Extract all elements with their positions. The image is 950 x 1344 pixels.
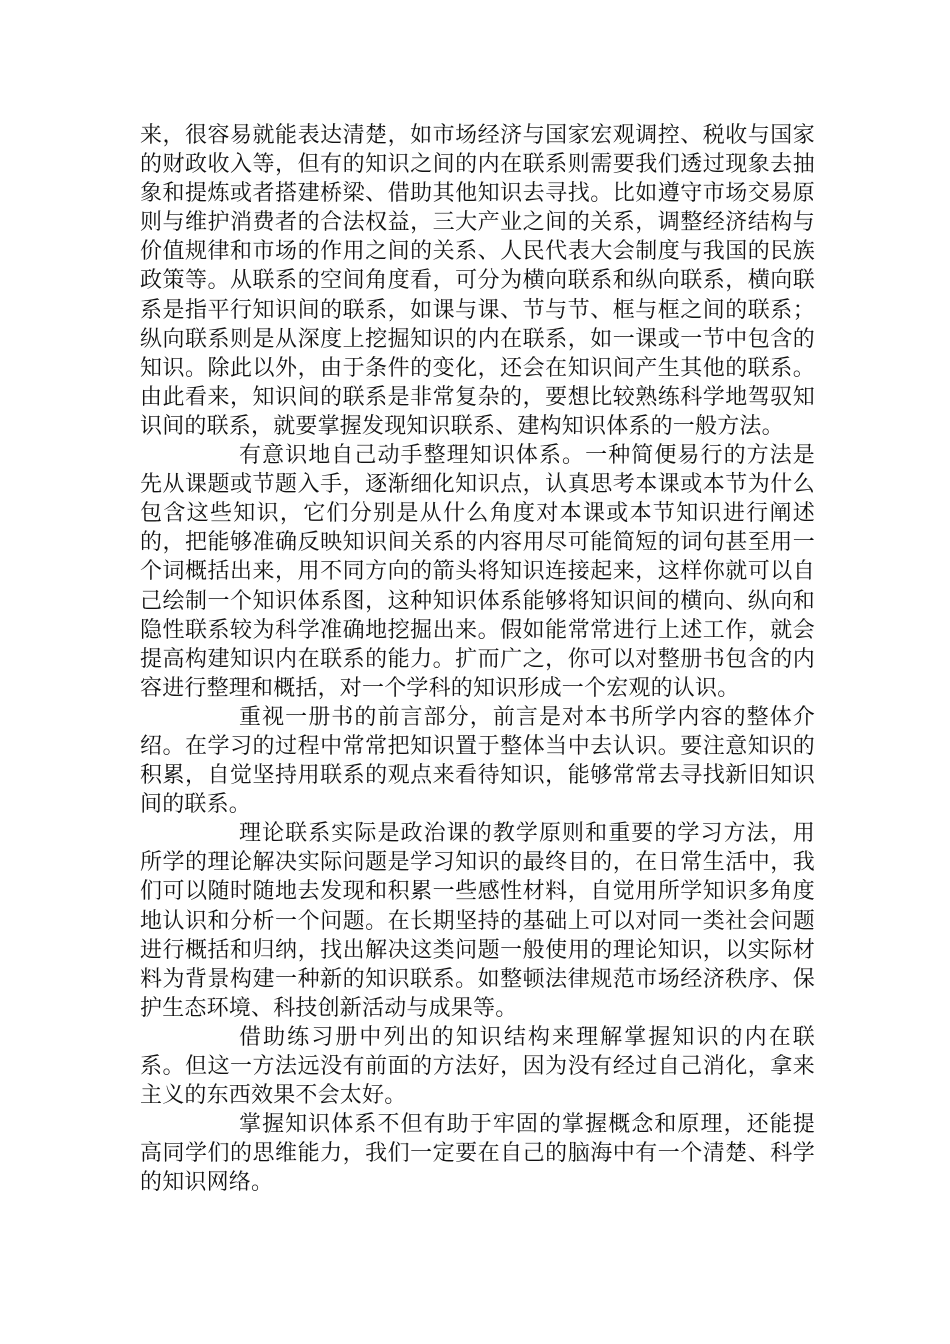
paragraph-organize-knowledge: 有意识地自己动手整理知识体系。一种简便易行的方法是先从课题或节题入手，逐渐细化知识点，认真思考本课或本节为什么包含这些知识，它们分别是从什么角度对本课或本节知识进行阐述的，把能够准确反映知识间关系的内容用尽可能简短的词句甚至用一个词概括出来，用不同方向的箭头将知识连接起来，这样你就可以自己绘制一个知识体系图，这种知识体系能够将知识间的横向、纵向和隐性联系较为科学准确地挖掘出来。假如能常常进行上述工作，就会提高构建知识内在联系的能力。扩而广之，你可以对整册书包含的内容进行整理和概括，对一个学科的知识形成一个宏观的认识。	[140, 443, 815, 701]
paragraph-theory-practice: 理论联系实际是政治课的教学原则和重要的学习方法，用所学的理论解决实际问题是学习知识的最终目的，在日常生活中，我们可以随时随地去发现和积累一些感性材料，自觉用所学知识多角度地认识和分析一个问题。在长期坚持的基础上可以对同一类社会问题进行概括和归纳，找出解决这类问题一般使用的理论知识，以实际材料为背景构建一种新的知识联系。如整顿法律规范市场经济秩序、保护生态环境、科技创新活动与成果等。	[140, 821, 815, 1021]
paragraph-continuation: 来，很容易就能表达清楚，如市场经济与国家宏观调控、税收与国家的财政收入等，但有的知识之间的内在联系则需要我们透过现象去抽象和提炼或者搭建桥梁、借助其他知识去寻找。比如遵守市场交易原则与维护消费者的合法权益，三大产业之间的关系，调整经济结构与价值规律和市场的作用之间的关系、人民代表大会制度与我国的民族政策等。从联系的空间角度看，可分为横向联系和纵向联系，横向联系是指平行知识间的联系，如课与课、节与节、框与框之间的联系；纵向联系则是从深度上挖掘知识的内在联系，如一课或一节中包含的知识。除此以外，由于条件的变化，还会在知识间产生其他的联系。由此看来，知识间的联系是非常复杂的，要想比较熟练科学地驾驭知识间的联系，就要掌握发现知识联系、建构知识体系的一般方法。	[140, 123, 815, 439]
document-body	[140, 121, 815, 1197]
paragraph-workbook: 借助练习册中列出的知识结构来理解掌握知识的内在联系。但这一方法远没有前面的方法好，因为没有经过自己消化，拿来主义的东西效果不会太好。	[140, 1024, 815, 1109]
paragraph-conclusion: 掌握知识体系不但有助于牢固的掌握概念和原理，还能提高同学们的思维能力，我们一定要在自己的脑海中有一个清楚、科学的知识网络。	[140, 1112, 815, 1196]
paragraph-preface: 重视一册书的前言部分，前言是对本书所学内容的整体介绍。在学习的过程中常常把知识置于整体当中去认识。要注意知识的积累，自觉坚持用联系的观点来看待知识，能够常常去寻找新旧知识间的联系。	[140, 704, 815, 818]
